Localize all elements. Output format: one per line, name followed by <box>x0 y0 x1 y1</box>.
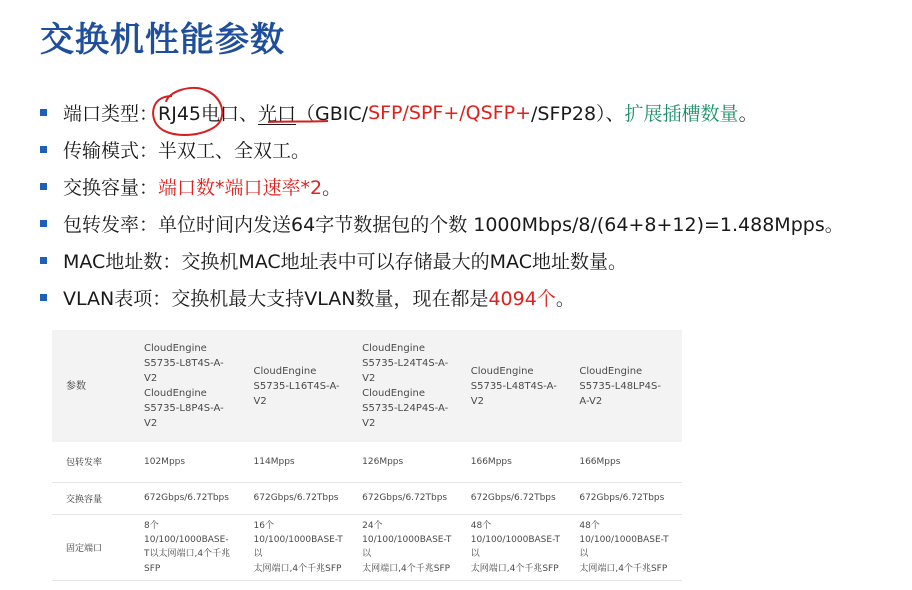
row-name: 交换容量 <box>66 494 103 505</box>
table-cell: 672Gbps/6.72Tbps <box>144 492 229 503</box>
table-cell: 8个10/100/1000BASE- T以太网端口,4个千兆 SFP <box>144 520 231 574</box>
bullet-square-icon <box>40 183 47 190</box>
bullet-packet-rate <box>40 205 908 242</box>
bullet-port-type <box>40 94 908 131</box>
row-name: 包转发率 <box>66 458 103 469</box>
transfer-mode-text: 半双工、全双工。 <box>158 140 311 162</box>
bullet-mac-count <box>40 242 908 279</box>
transfer-mode-label: 传输模式： <box>63 140 159 162</box>
bullet-square-icon <box>40 109 47 116</box>
mac-count-label: MAC地址数： <box>63 251 182 273</box>
table-cell: 48个 10/100/1000BASE-T以 太网端口,4个千兆SFP <box>470 520 560 574</box>
bullet-switch-capacity <box>40 168 908 205</box>
vlan-label: VLAN表项： <box>63 288 172 310</box>
spec-table <box>52 330 682 581</box>
table-cell: 672Gbps/6.72Tbps <box>253 492 339 503</box>
bullet-transfer-mode <box>40 131 908 168</box>
table-cell: 126Mpps <box>362 456 404 467</box>
param-header: 参数 <box>66 380 86 392</box>
model-header: CloudEngine S5735-L16T4S-A- V2 <box>253 365 340 407</box>
table-cell: 102Mpps <box>144 456 186 467</box>
table-header-row <box>52 330 682 442</box>
table-cell: 114Mpps <box>253 456 295 467</box>
row-name: 固定端口 <box>66 543 103 554</box>
model-header: CloudEngine S5735-L8T4S-A- V2 CloudEngine S5735-L8P4S-A- V2 <box>144 343 224 429</box>
bullet-square-icon <box>40 294 47 301</box>
end-mark: 。 <box>738 103 758 125</box>
table-cell: 672Gbps/6.72Tbps <box>579 492 665 503</box>
sfp-types: SFP/SPF+/QSFP+ <box>368 101 532 124</box>
paren-open: （GBIC/ <box>296 103 369 125</box>
sfp28-text: /SFP28）、 <box>531 103 625 125</box>
end-mark: 。 <box>555 288 575 310</box>
table-cell: 166Mpps <box>579 456 621 467</box>
table-row <box>52 514 682 581</box>
bullet-square-icon <box>40 257 47 264</box>
port-type-label: 端口类型： <box>63 103 159 125</box>
expand-slots: 扩展插槽数量 <box>624 103 739 125</box>
table-row <box>52 482 682 514</box>
packet-rate-text: 单位时间内发送64字节数据包的个数 1000Mbps/8/(64+8+12)=1.488Mpps。 <box>158 214 844 236</box>
table-cell: 24个 10/100/1000BASE-T以 太网端口,4个千兆SFP <box>362 520 452 574</box>
model-header: CloudEngine S5735-L48LP4S- A-V2 <box>579 365 661 407</box>
bullet-list <box>40 94 908 316</box>
vlan-value: 4094个 <box>488 288 556 310</box>
table-cell: 16个 10/100/1000BASE-T以 太网端口,4个千兆SFP <box>253 520 343 574</box>
bullet-square-icon <box>40 220 47 227</box>
end-mark: 。 <box>322 177 342 199</box>
model-header: CloudEngine S5735-L24T4S-A- V2 CloudEngine S5735-L24P4S-A- V2 <box>362 343 449 429</box>
table-cell: 48个 10/100/1000BASE-T以 太网端口,4个千兆SFP <box>579 520 669 574</box>
model-header: CloudEngine S5735-L48T4S-A- V2 <box>470 365 557 407</box>
table-row <box>52 442 682 482</box>
table-cell: 672Gbps/6.72Tbps <box>362 492 448 503</box>
capacity-formula: 端口数*端口速率*2 <box>158 177 323 199</box>
slide-title: 交换机性能参数 <box>40 20 285 60</box>
table-cell: 166Mpps <box>470 456 512 467</box>
table-cell: 672Gbps/6.72Tbps <box>470 492 556 503</box>
optical-text: 光口 <box>258 103 297 125</box>
separator: 、 <box>239 103 259 125</box>
switch-capacity-label: 交换容量： <box>63 177 159 199</box>
rj45-text: RJ45电口 <box>158 103 239 125</box>
bullet-square-icon <box>40 146 47 153</box>
packet-rate-label: 包转发率： <box>63 214 159 236</box>
mac-count-text: 交换机MAC地址表中可以存储最大的MAC地址数量。 <box>181 251 627 273</box>
vlan-text: 交换机最大支持VLAN数量，现在都是 <box>171 288 489 310</box>
bullet-vlan <box>40 279 908 316</box>
